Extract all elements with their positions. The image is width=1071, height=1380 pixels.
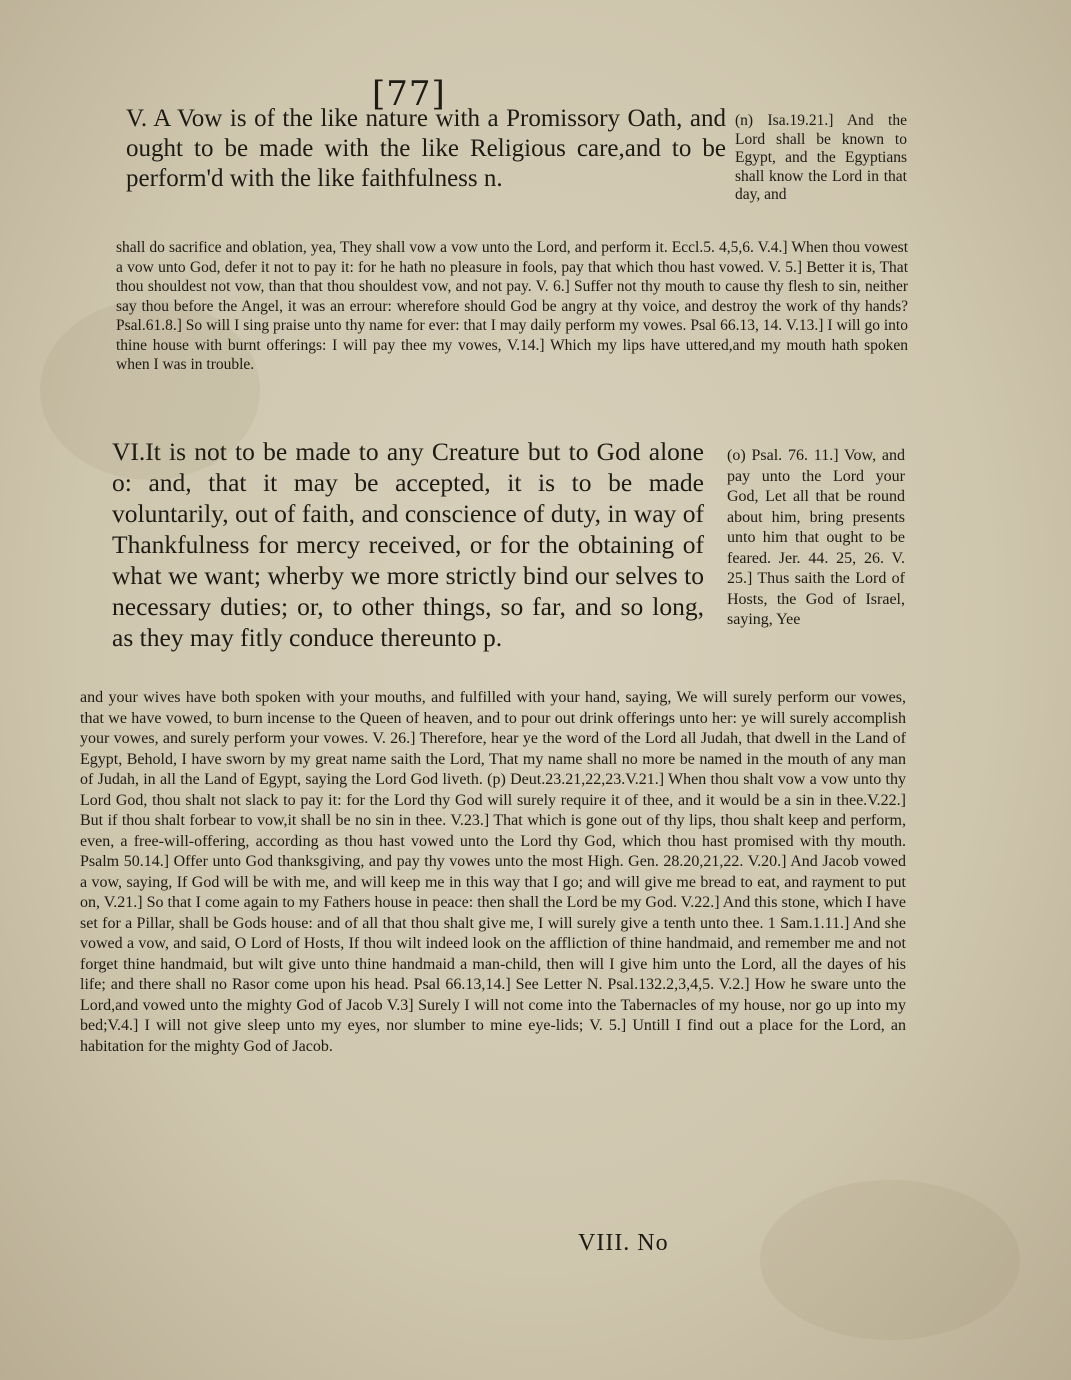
section-v-margin-note: (n) Isa.19.21.] And the Lord shall be known to Egypt, and the Egyptians shall know the Lord in that day, and	[735, 112, 907, 203]
section-vi-margin-note: (o) Psal. 76. 11.] Vow, and pay unto the Lord your God, Let all that be round about him, bring presents unto him that ought to be feared. Jer. 44. 25, 26. V. 25.] Thus saith the Lord of Hosts, the God of Israel, saying, Yee	[727, 447, 905, 628]
paper-stain	[760, 1180, 1020, 1340]
section-v-heading-paragraph: V. A Vow is of the like nature with a Promissory Oath, and ought to be made with the like Religious care,and to be perform'd with the like faithfulness n.	[126, 105, 726, 192]
section-vi-proof-text: and your wives have both spoken with your mouths, and fulfilled with your hand, saying, We will surely perform our vowes, that we have vowed, to burn incense to the Queen of heaven, and to pour out drink offerings unto her: ye will surely accomplish your vowes, and surely perform your vowes. V. 26.] Therefore, hear ye the word of the Lord all Judah, that dwell in the Land of Egypt, Behold, I have sworn by my great name saith the Lord, That my name shall no more be named in the mouth of any man of Judah, in all the Land of Egypt, saying the Lord God liveth. (p) Deut.23.21,22,23.V.21.] When thou shalt vow a vow unto thy Lord God, thou shalt not slack to pay it: for the Lord thy God will surely require it of thee, and it would be a sin in thee.V.22.] But if thou shalt forbear to vow,it shall be no sin in thee. V.23.] That which is gone out of thy lips, thou shalt keep and perform, even, a free-will-offering, according as thou hast vowed unto the Lord thy God, which thou hast promised with thy mouth. Psalm 50.14.] Offer unto God thanksgiving, and pay thy vowes unto the most High. Gen. 28.20,21,22. V.20.] And Jacob vowed a vow, saying, If God will be with me, and will keep me in this way that I go; and will give me bread to eat, and rayment to put on, V.21.] So that I come again to my Fathers house in peace: then shall the Lord be my God. V.22.] And this stone, which I have set for a Pillar, shall be Gods house: and of all that thou shalt give me, I will surely give a tenth unto thee. 1 Sam.1.11.] And she vowed a vow, and said, O Lord of Hosts, If thou wilt indeed look on the affliction of thine handmaid, and remember me and not forget thine handmaid, but wilt give unto thine handmaid a man-child, then will I give him unto the Lord, all the dayes of his life; and there shall no Rasor come upon his head. Psal 66.13,14.] See Letter N. Psal.132.2,3,4,5. V.2.] How he sware unto the Lord,and vowed unto the mighty God of Jacob V.3] Surely I will not come into the Tabernacles of my house, nor go up into my bed;V.4.] I will not give sleep unto my eyes, nor slumber to mine eye-lids; V. 5.] Untill I find out a place for the Lord, an habitation for the mighty God of Jacob.	[80, 689, 906, 1055]
catchword: VIII. No	[578, 1230, 669, 1256]
page-number: [77]	[372, 74, 446, 114]
section-v-proof-text: shall do sacrifice and oblation, yea, They shall vow a vow unto the Lord, and perform it. Eccl.5. 4,5,6. V.4.] When thou vowest a vow unto God, defer it not to pay it: for he hath no pleasure in fools, pay that which thou hast vowed. V. 5.] Better it is, That thou shouldest not vow, than that thou shouldest vow, and not pay. V. 6.] Suffer not thy mouth to cause thy flesh to sin, neither say thou before the Angel, it was an errour: wherefore should God be angry at thy voice, and destroy the work of thy hands? Psal.61.8.] So will I sing praise unto thy name for ever: that I may daily perform my vowes. Psal 66.13, 14. V.13.] I will go into thine house with burnt offerings: I will pay thee my vowes, V.14.] Which my lips have uttered,and my mouth hath spoken when I was in trouble.	[116, 239, 908, 373]
section-vi-heading-paragraph: VI.It is not to be made to any Creature but to God alone o: and, that it may be accepted, it is to be made voluntarily, out of faith, and conscience of duty, in way of Thankfulness for mercy received, or for the obtaining of what we want; wherby we more strictly bind our selves to necessary duties; or, to other things, so far, and so long, as they may fitly conduce thereunto p.	[112, 437, 704, 652]
